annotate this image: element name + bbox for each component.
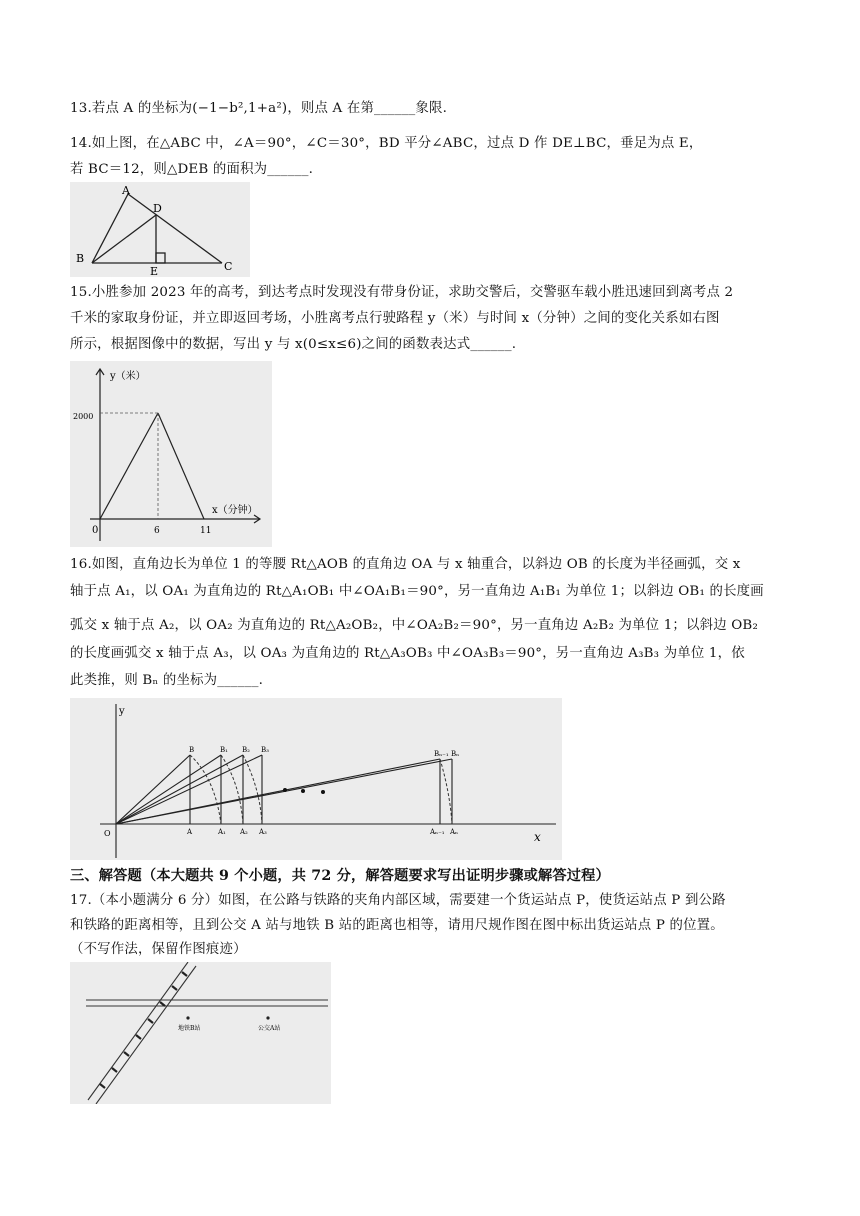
q14-line-1: 14.如上图，在△ABC 中，∠A＝90°，∠C＝30°，BD 平分∠ABC，过点 D 作 DE⊥BC，垂足为点 E， xyxy=(70,136,703,151)
q16-x-label: x xyxy=(534,830,541,844)
q14-line-2: 若 BC＝12，则△DEB 的面积为______. xyxy=(70,162,314,177)
q15-xtick-6: 6 xyxy=(154,526,160,536)
q16-y-label: y xyxy=(119,706,125,717)
q16-line-3: 弧交 x 轴于点 A₂，以 OA₂ 为直角边的 Rt△A₂OB₂，中∠OA₂B₂＝90°，另一直角边 A₂B₂ 为单位 1；以斜边 OB₂ xyxy=(70,618,759,633)
q17-line-1: 17.（本小题满分 6 分）如图，在公路与铁路的夹角内部区域，需要建一个货运站点 P，使货运站点 P 到公路 xyxy=(70,893,726,908)
q16-bn1-label: Bₙ₋₁ xyxy=(434,750,449,758)
q16-b1-label: B₁ xyxy=(220,746,228,754)
bus-a-point xyxy=(266,1016,269,1019)
q15-line-1: 15.小胜参加 2023 年的高考，到达考点时发现没有带身份证，求助交警后，交警驱车载小胜迅速回到离考点 2 xyxy=(70,285,734,300)
q16-line-1: 16.如图，直角边长为单位 1 的等腰 Rt△AOB 的直角边 OA 与 x 轴重合，以斜边 OB 的长度为半径画弧，交 x xyxy=(70,557,741,572)
ellipsis-dot xyxy=(321,790,325,794)
section-3-heading: 三、解答题（本大题共 9 个小题，共 72 分，解答题要求写出证明步骤或解答过程） xyxy=(70,868,610,884)
q16-an-label: Aₙ xyxy=(450,828,459,836)
q15-graph-figure xyxy=(70,361,272,547)
label-b: B xyxy=(76,252,85,265)
label-a: A xyxy=(122,184,130,197)
q15-xlabel: x（分钟） xyxy=(212,505,258,516)
q16-b-label: B xyxy=(189,746,195,754)
q16-o-label: O xyxy=(104,829,111,838)
q15-line-3: 所示，根据图像中的数据，写出 y 与 x(0≤x≤6)之间的函数表达式______. xyxy=(70,337,517,352)
q17-line-2: 和铁路的距离相等，且到公交 A 站与地铁 B 站的距离也相等，请用尺规作图在图中标出货运站点 P 的位置。 xyxy=(70,918,724,933)
q15-origin: 0 xyxy=(92,525,99,536)
q16-b2-label: B₂ xyxy=(242,746,250,754)
q16-spiral-figure xyxy=(70,698,562,860)
ellipsis-dot xyxy=(283,788,287,792)
q16-line-5: 此类推，则 Bₙ 的坐标为______. xyxy=(70,673,264,688)
q16-a2-label: A₂ xyxy=(240,828,248,836)
q16-an1-label: Aₙ₋₁ xyxy=(430,828,445,836)
q14-triangle-figure xyxy=(70,182,250,277)
label-d: D xyxy=(153,202,162,215)
q15-ylabel: y（米） xyxy=(110,371,146,382)
q13-text: 13.若点 A 的坐标为(−1−b²,1+a²)，则点 A 在第______象限. xyxy=(70,101,448,116)
q16-a1-label: A₁ xyxy=(218,828,226,836)
label-c: C xyxy=(224,260,233,273)
q17-map-figure xyxy=(70,962,331,1104)
bus-a-label: 公交A站 xyxy=(258,1025,281,1032)
metro-b-point xyxy=(186,1016,189,1019)
q16-a3-label: A₃ xyxy=(259,828,267,836)
ellipsis-dot xyxy=(301,789,305,793)
metro-b-label: 地铁B站 xyxy=(178,1025,201,1032)
q16-b3-label: B₃ xyxy=(261,746,269,754)
q17-line-3: （不写作法，保留作图痕迹） xyxy=(70,942,247,957)
q16-line-2: 轴于点 A₁，以 OA₁ 为直角边的 Rt△A₁OB₁ 中∠OA₁B₁＝90°，另一直角边 A₁B₁ 为单位 1；以斜边 OB₁ 的长度画 xyxy=(70,584,764,599)
q16-bn-label: Bₙ xyxy=(451,750,460,758)
q16-a-label: A xyxy=(187,828,193,836)
label-e: E xyxy=(150,265,159,277)
q15-line-2: 千米的家取身份证，并立即返回考场，小胜离考点行驶路程 y（米）与时间 x（分钟）之间的变化关系如右图 xyxy=(70,311,720,326)
q15-ytick: 2000 xyxy=(73,412,94,421)
q15-xtick-11: 11 xyxy=(200,526,212,536)
q16-line-4: 的长度画弧交 x 轴于点 A₃，以 OA₃ 为直角边的 Rt△A₃OB₃ 中∠OA₃B₃＝90°，另一直角边 A₃B₃ 为单位 1，依 xyxy=(70,646,745,661)
